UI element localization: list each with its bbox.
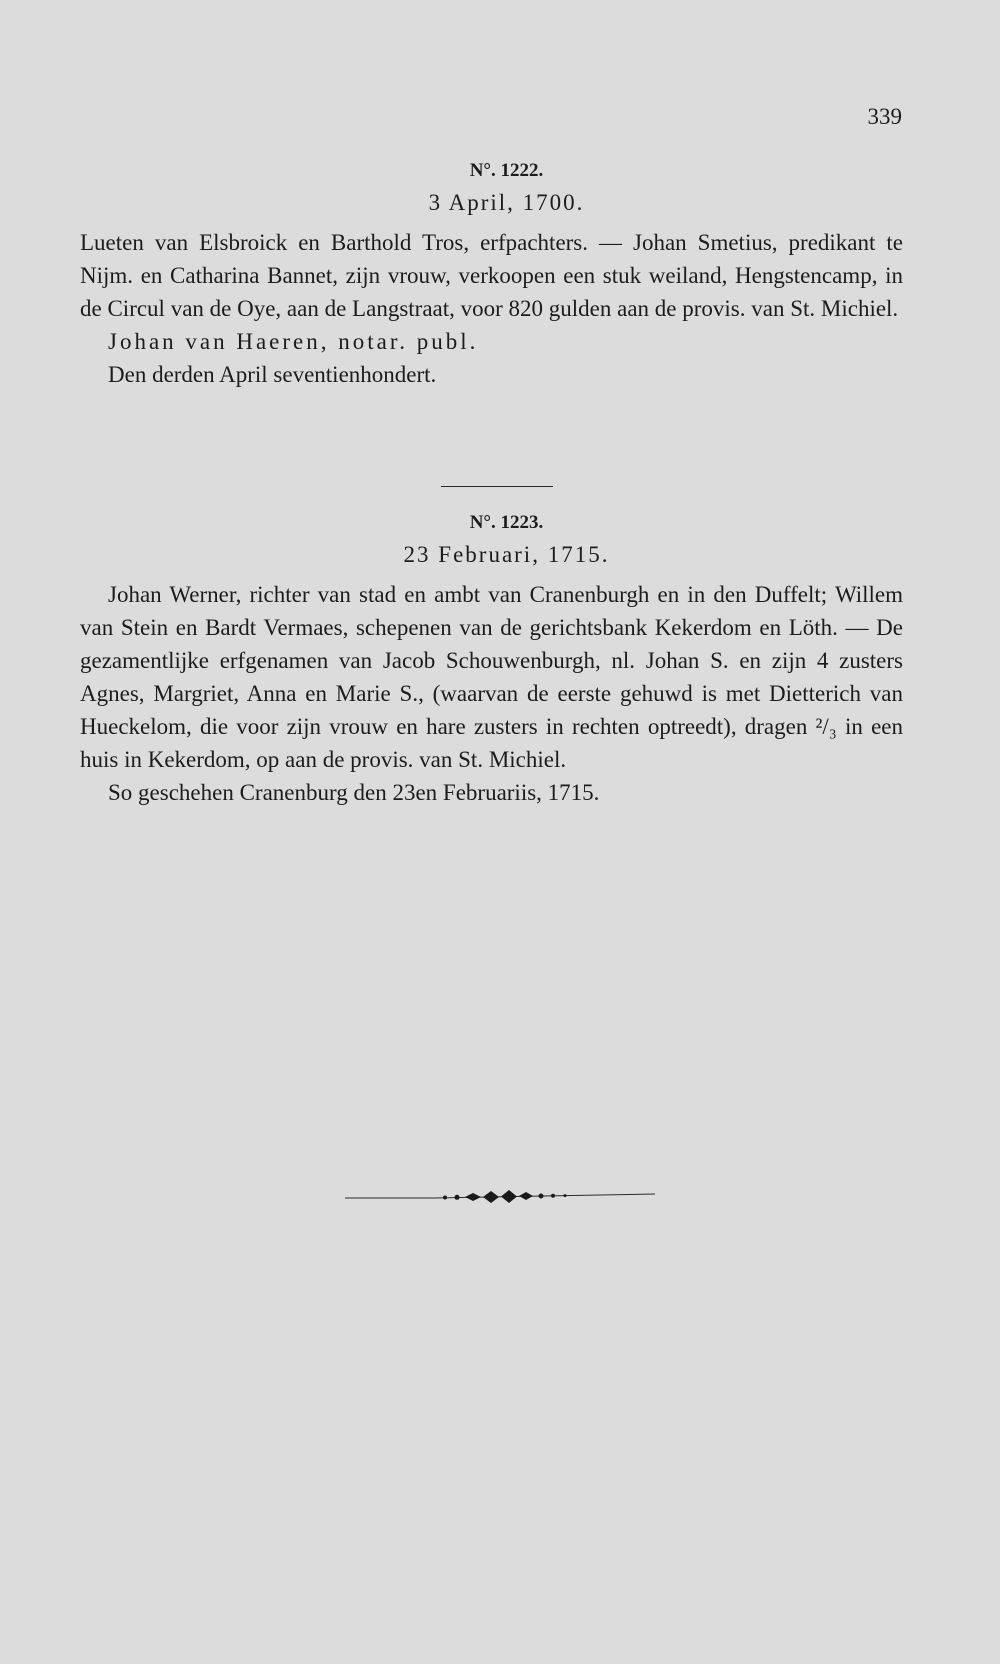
closing-line: So geschehen Cranenburg den 23en Februariis, 1715. [108,780,600,805]
entry-paragraph: Johan Werner, richter van stad en ambt van Cranenburgh en in den Duffelt; Willem van Stein en Bardt Vermaes, schepenen van de gerichtsbank Kekerdom en Löth. — De gezamentlijke erfgenamen van Jacob Schouwenburgh, nl. Johan S. en zijn 4 zusters Agnes, Margriet, Anna en Marie S., (waarvan de eerste gehuwd is met Dietterich van Hueckelom, die voor zijn vrouw en hare zusters in rechten optreedt), dragen ²/₃ in een huis in Kekerdom, op aan de provis. van St. Michiel. [80,582,903,772]
entry-body [80,578,903,809]
page-number: 339 [867,104,902,129]
entry-number: N°. 1223. [469,512,544,533]
end-ornament [345,1178,655,1218]
entry-date: 23 Februari, 1715. [403,542,610,567]
entry-body [80,226,903,391]
entry-date: 3 April, 1700. [428,190,585,215]
section-divider [441,486,553,487]
entry-number: N°. 1222. [469,160,544,181]
closing-line: Den derden April seventienhondert. [108,362,437,387]
notary-signature: Johan van Haeren, notar. publ. [108,329,479,354]
entry-1222 [80,160,903,391]
entry-paragraph: Lueten van Elsbroick en Barthold Tros, erfpachters. — Johan Smetius, predikant te Nijm. en Catharina Bannet, zijn vrouw, verkoopen een stuk weiland, Hengstencamp, in de Circul van de Oye, aan de Langstraat, voor 820 gulden aan de provis. van St. Michiel. [80,230,903,321]
entry-1223 [80,512,903,809]
